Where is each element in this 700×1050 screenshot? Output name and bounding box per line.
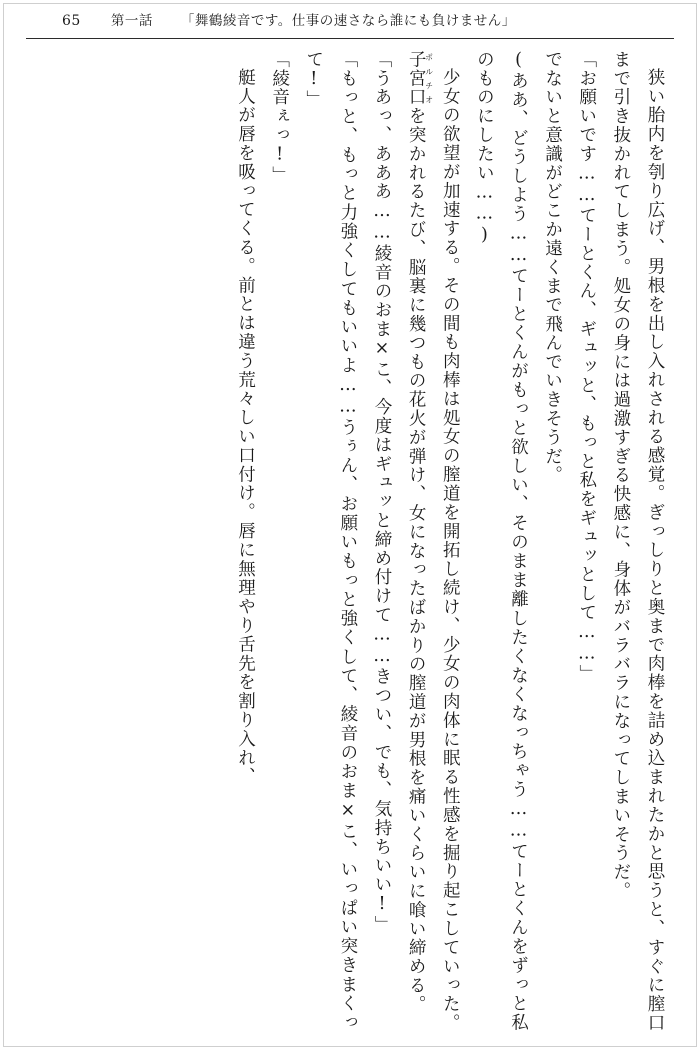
paragraph: 「お願いです……てーとくん、ギュッと、もっと私をギュッとして……」 <box>576 50 597 684</box>
paragraph: 「うあっ、あああ……綾音のおま×こ、今度はギュッと締め付けて……きつい、でも、気持ちいい!」 <box>372 50 392 935</box>
chapter-label: 第一話 <box>110 13 153 29</box>
page-header <box>36 14 664 44</box>
ruby-annotation: 子宮口ポルチオ <box>406 50 434 107</box>
paragraph: 狭い胎内を刳り広げ、男根を出し入れされる感覚。ぎっしりと奥まで肉棒を詰め込まれたかと思うと、すぐに膣口まで引き抜かれてしまう。処女の身には過激すぎる快感に、身体がバラバラになってしまいそうだ。 <box>610 50 665 1032</box>
paragraph: 「もっと、もっと力強くしてもいいよ……うぅん、お願いもっと強くして、綾音のおま×こ、いっぱい突きまくって!」 <box>303 50 358 1032</box>
paragraph: 「綾音ぇっ!」 <box>269 50 290 185</box>
body-text <box>28 50 672 1032</box>
chapter-title: 「舞鶴綾音です。仕事の速さなら誰にも負けません」 <box>180 13 516 29</box>
header-rule <box>26 38 674 39</box>
paragraph: (ああ、どうしよう……てーとくんがもっと欲しい、そのまま離したくなくなっちゃう……てーとくんをずっと私のものにしたい……) <box>474 50 529 1032</box>
paragraph: 艇人が唇を吸ってくる。前とは違う荒々しい口付け。唇に無理やり舌先を割り入れ、 <box>235 67 256 786</box>
paragraph: 少女の欲望が加速する。その間も肉棒は処女の膣道を開拓し続け、少女の肉体に眠る性感を掘り起こしていった。子宮口ポルチオを突かれるたび、脳裏に幾つもの花火が弾け、女になったばかりの膣道が男根を痛いくらいに喰い締める。 <box>406 50 461 1032</box>
page-number: 65 <box>62 13 81 29</box>
paragraph: でないと意識がどこか遠くまで飛んでいきそうだ。 <box>542 50 563 485</box>
